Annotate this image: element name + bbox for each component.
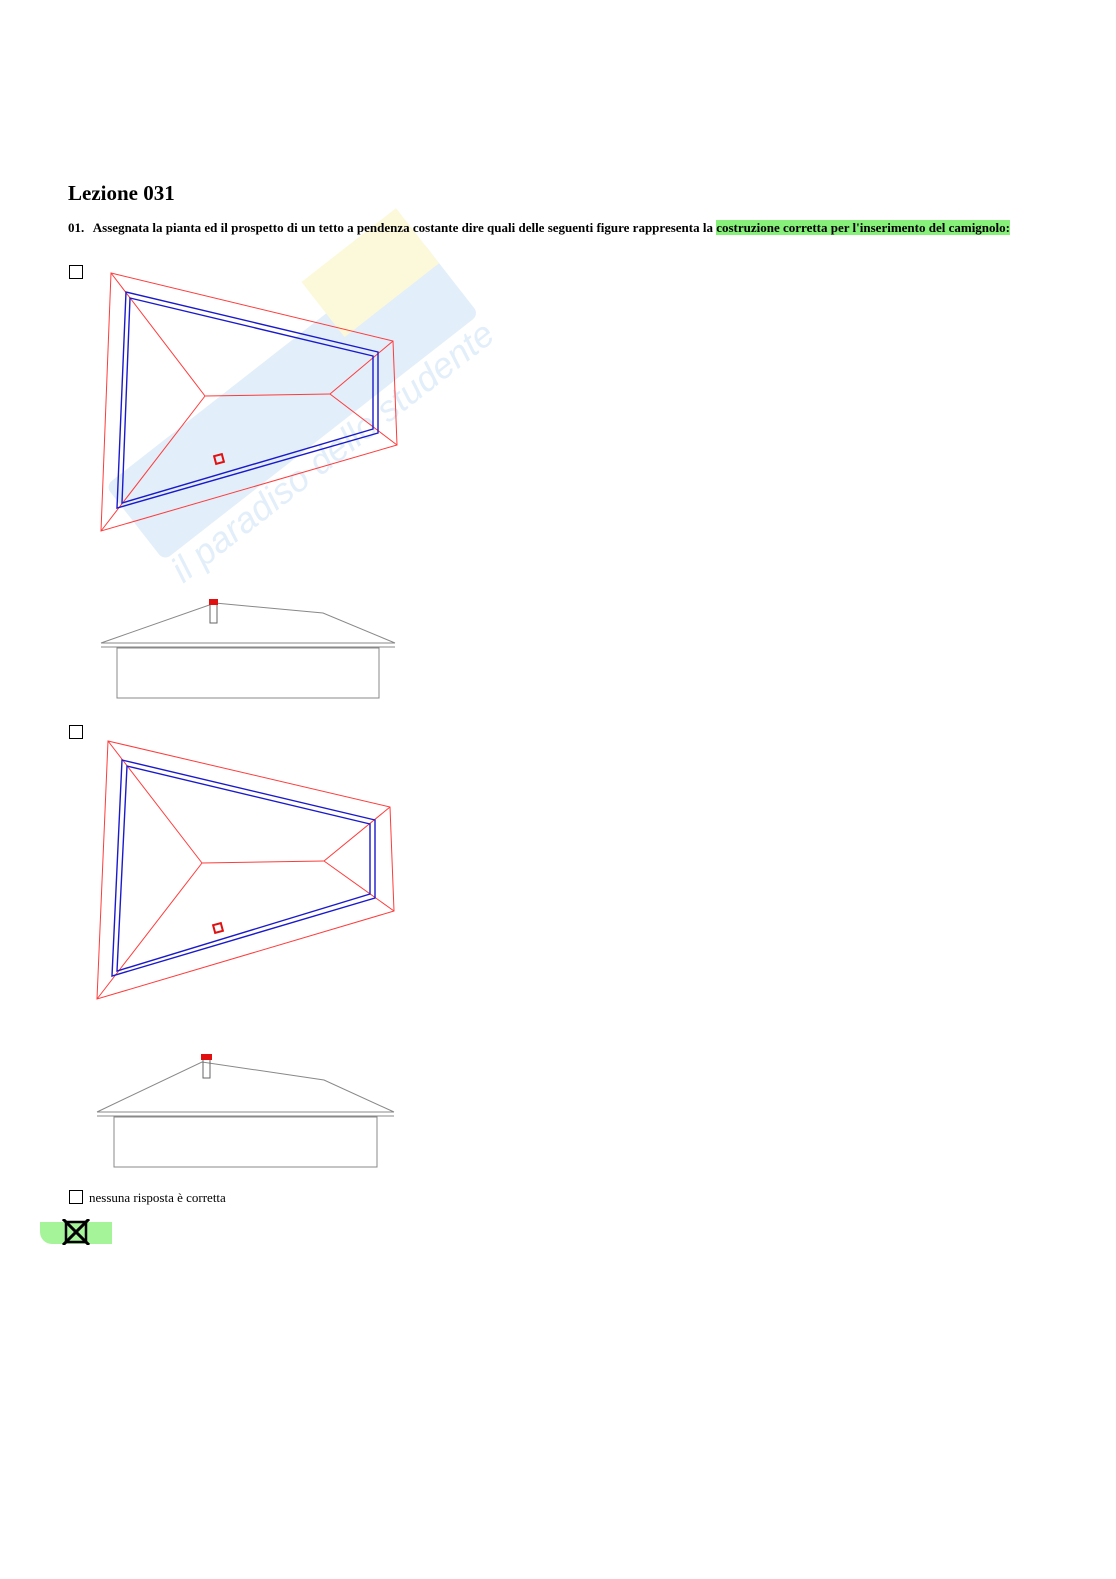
- roof-elevation-a: [95, 595, 405, 705]
- option-c-checkbox[interactable]: [69, 1190, 83, 1204]
- roof-plan-b: [92, 735, 402, 1010]
- chimney-plan-a: [214, 454, 224, 464]
- option-b-checkbox[interactable]: [69, 725, 83, 739]
- option-a-checkbox[interactable]: [69, 265, 83, 279]
- lesson-title: Lezione 031: [68, 181, 175, 205]
- roof-elevation-b: [92, 1050, 402, 1175]
- chimney-elevation-b: [203, 1058, 210, 1078]
- question-highlight: costruzione corretta per l'inserimento del camignolo:: [716, 220, 1010, 235]
- roof-plan-a: [95, 265, 405, 540]
- chimney-plan-b: [213, 923, 223, 933]
- svg-text:il paradiso dello studente: il paradiso dello studente: [162, 312, 502, 591]
- question-number: 01.: [68, 220, 85, 235]
- option-c-label: nessuna risposta è corretta: [89, 1190, 226, 1205]
- question-text: [68, 220, 1033, 235]
- question-body: Assegnata la pianta ed il prospetto di un tetto a pendenza costante dire quali delle seguenti figure rappresenta la: [92, 220, 713, 235]
- checked-answer-icon[interactable]: [62, 1219, 90, 1245]
